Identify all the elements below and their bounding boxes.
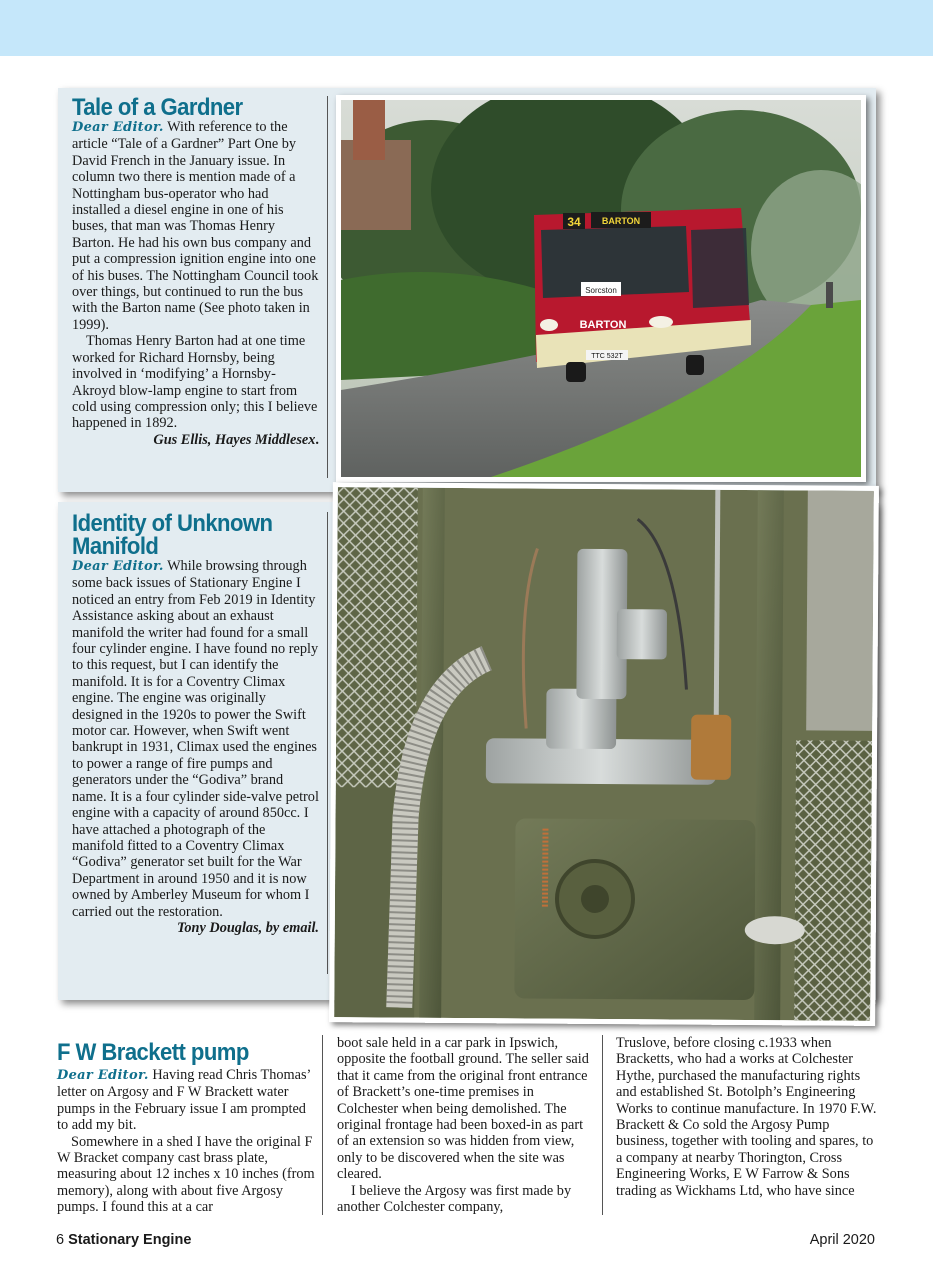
article-paragraph: Somewhere in a shed I have the original F W Bracket company cast brass plate, measuring about 12 inches x 10 inches (from memory), along with about five Argosy pumps. I found this at a car xyxy=(57,1133,315,1216)
article-paragraph: I believe the Argosy was first made by another Colchester company, xyxy=(337,1182,572,1216)
letter-tale-of-a-gardner xyxy=(72,96,328,478)
letter-signature: Tony Douglas, by email. xyxy=(176,919,319,936)
barton-bus-photo xyxy=(336,95,866,482)
top-color-band xyxy=(0,0,933,56)
issue-date: April 2020 xyxy=(809,1232,875,1248)
letter-signature: Gus Ellis, Hayes Middlesex. xyxy=(153,431,319,448)
letter-paragraph: With reference to the article “Tale of a Gardner” Part One by David French in the January issue. In column two there is mention made of a Nottingham bus-operator who had installed a diesel engine in one of his buses, that man was Thomas Henry Barton. He had his own bus company and put a compression ignition engine into one of his buses. The Nottingham Council took over things, but continued to run the bus with the Barton name (See photo taken in 1999). xyxy=(72,119,319,333)
article-column-2 xyxy=(337,1035,603,1215)
godiva-generator-engine-photo xyxy=(329,482,879,1026)
article-heading: F W Brackett pump xyxy=(57,1039,249,1066)
bus-route-number: 34 xyxy=(567,215,581,229)
letter-heading: Tale of a Gardner xyxy=(72,94,243,121)
magazine-title: Stationary Engine xyxy=(68,1232,192,1248)
letter-identity-of-unknown-manifold xyxy=(72,512,328,974)
letter-heading: Identity of Unknown Manifold xyxy=(72,510,273,560)
article-paragraph: Having read Chris Thomas’ letter on Argosy and F W Brackett water pumps in the February issue I am prompted to add my bit. xyxy=(57,1067,311,1134)
letter-body xyxy=(72,119,319,448)
bus-number-plate: TTC 532T xyxy=(591,353,623,360)
salutation: Dear Editor. xyxy=(72,559,164,574)
bus-destination-display: BARTON xyxy=(601,216,641,226)
salutation: Dear Editor. xyxy=(72,120,164,135)
bus-destination-blind: Sorcston xyxy=(585,286,617,295)
letter-paragraph: Thomas Henry Barton had at one time worked for Richard Hornsby, being involved in ‘modifying’ a Hornsby-Akroyd blow-lamp engine to start from cold using compression only; this I believe happened in 1892. xyxy=(72,333,318,432)
article-column-1 xyxy=(57,1035,323,1215)
bus-side-name: BARTON xyxy=(579,319,627,331)
letter-body xyxy=(72,558,319,936)
article-column-3 xyxy=(616,1035,878,1215)
engine-photo-illustration xyxy=(334,487,874,1021)
letter-paragraph: While browsing through some back issues of Stationary Engine I noticed an entry from Feb 2019 in Identity Assistance asking about an exhaust manifold the writer had found for a small four cylinder engine. I have found no reply to this request, but I can identify the manifold. It is for a Coventry Climax engine. The engine was originally designed in the 1920s to power the Swift motor car. However, when Swift went bankrupt in 1931, Climax used the engines to power a range of fire pumps and generators under the “Godiva” brand name. It is a four cylinder side-valve petrol engine with a capacity of around 850cc. I have attached a photograph of the manifold fitted to a Coventry Climax “Godiva” generator set built for the War Department in around 1950 and it is now owned by Amberley Museum for whom I carried out the restoration. xyxy=(72,558,319,920)
bus-photo-illustration xyxy=(341,100,861,477)
page-footer-left xyxy=(56,1232,191,1248)
salutation: Dear Editor. xyxy=(57,1068,149,1083)
article-paragraph: Truslove, before closing c.1933 when Bracketts, who had a works at Colchester Hythe, purchased the manufacturing rights and established St. Botolph’s Engineering Works to continue manufacture. In 1970 F.W. Brackett & Co sold the Argosy Pump business, together with tooling and spares, to a company at nearby Thorington, Cross Engineering Works, E W Farrow & Sons trading as Wickhams Ltd, who have since xyxy=(616,1035,877,1199)
article-paragraph: boot sale held in a car park in Ipswich, opposite the football ground. The seller said that it came from the original front entrance of Brackett’s one-time premises in Colchester when being demolished. The original frontage had been boxed-in as part of an extension so was hidden from view, only to be discovered when the site was cleared. xyxy=(337,1035,589,1183)
page-number: 6 xyxy=(56,1232,65,1248)
